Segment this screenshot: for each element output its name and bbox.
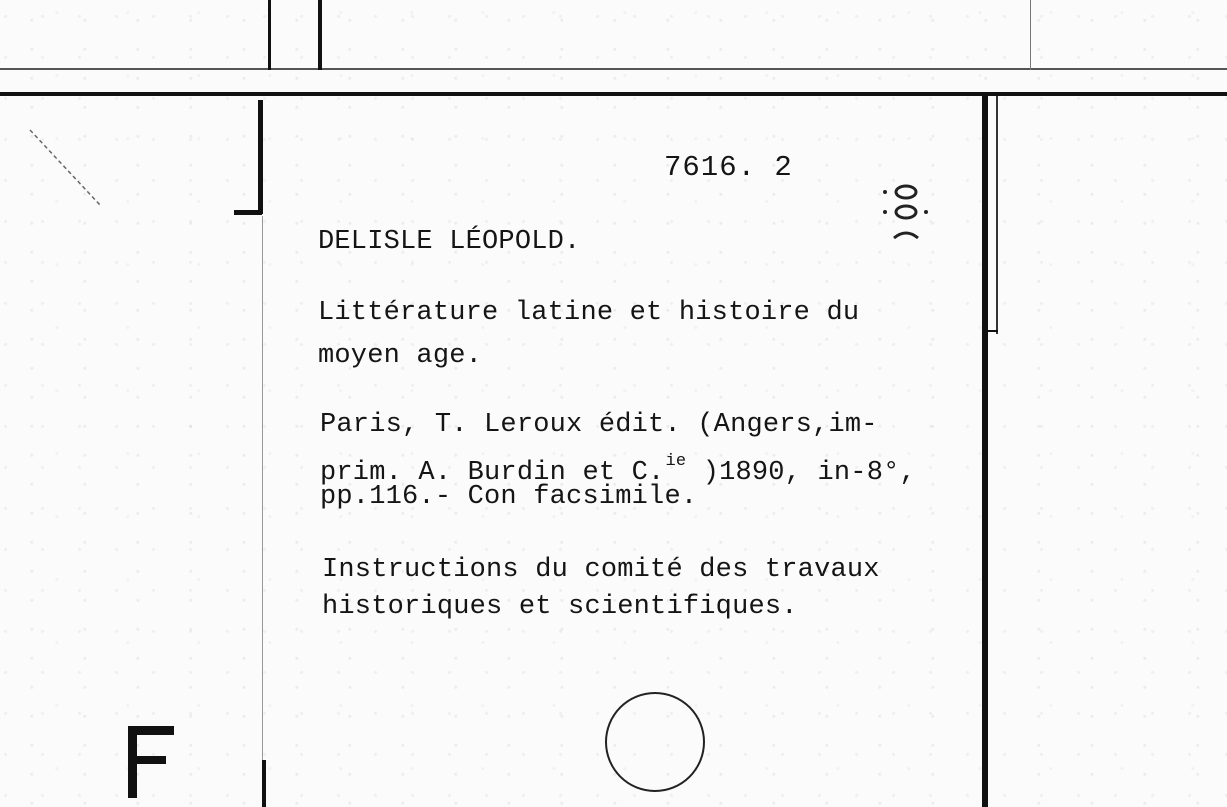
imprint-line-3: pp.116.- Con facsimile.	[320, 482, 698, 512]
top-strip-edge	[0, 92, 1227, 96]
imprint-line-2-start: prim. A. Burdin et C.	[320, 458, 665, 488]
top-strip-border	[0, 68, 1227, 70]
card-punch-hole	[605, 692, 705, 792]
right-card-edge-inner	[996, 96, 998, 334]
imprint-superscript: ie	[665, 452, 687, 471]
right-card-edge	[982, 96, 988, 807]
left-margin-guide	[262, 216, 263, 796]
right-card-edge-cap	[986, 330, 998, 332]
top-strip-divider-far	[1030, 0, 1031, 70]
top-strip-divider-right	[318, 0, 322, 70]
series-line-1: Instructions du comité des travaux	[322, 555, 880, 585]
title-line-1: Littérature latine et histoire du	[318, 298, 860, 328]
top-strip-divider-left	[268, 0, 271, 70]
author-heading: DELISLE LÉOPOLD.	[318, 227, 581, 257]
left-margin-tick	[262, 760, 266, 807]
left-bracket-vertical	[258, 100, 263, 214]
imprint-line-1: Paris, T. Leroux édit. (Angers,im-	[320, 410, 878, 440]
imprint-line-2-end: )1890, in-8°,	[702, 458, 916, 488]
scan-artifact	[20, 120, 110, 220]
inverted-stamp-icon	[876, 180, 936, 250]
left-bracket-foot	[234, 210, 262, 215]
title-line-2: moyen age.	[318, 341, 483, 371]
call-number: 7616. 2	[664, 151, 793, 184]
series-line-2: historiques et scientifiques.	[322, 592, 798, 622]
filing-tab-letter-icon	[124, 726, 176, 798]
